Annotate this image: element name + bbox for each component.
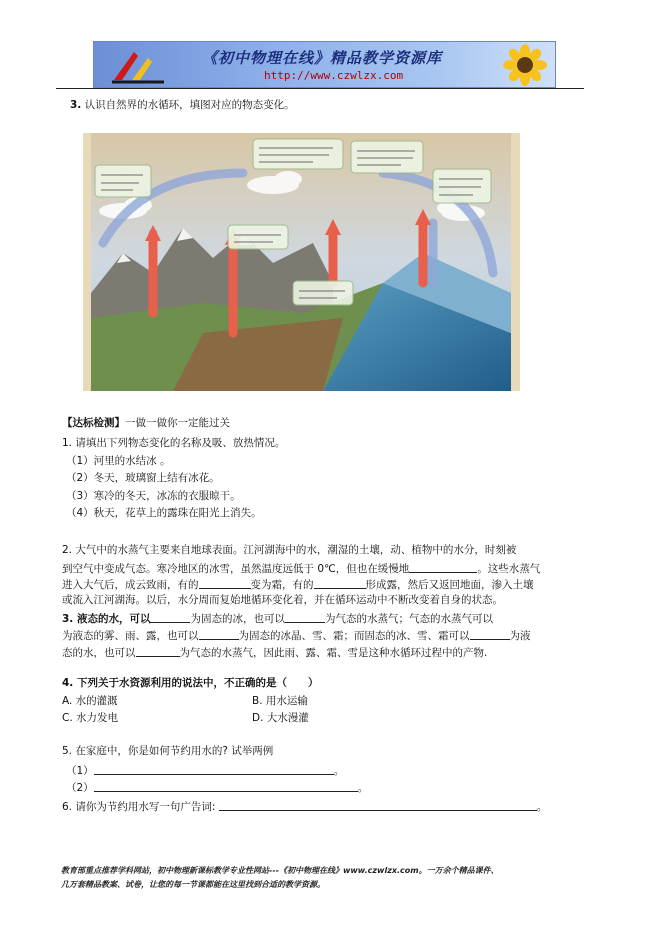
site-banner (93, 41, 556, 88)
q5-answer-line: （1） 。 (66, 765, 345, 777)
q4-stem: 4. 下列关于水资源利用的说法中，不正确的是（ ） (62, 677, 319, 689)
banner-title: 《初中物理在线》精品教学资源库 (202, 49, 443, 67)
water-cycle-illustration (83, 133, 520, 391)
header-rule (56, 88, 584, 89)
answer-blank[interactable] (199, 578, 251, 589)
sunflower-icon (499, 44, 551, 86)
banner-url[interactable]: http://www.czwlzx.com (264, 69, 404, 82)
answer-blank[interactable] (470, 629, 510, 640)
q2-line: 2. 大气中的水蒸气主要来自地球表面。江河湖海中的水，潮湿的土壤，动、植物中的水分，时刻被 (62, 544, 517, 556)
q4-option-d[interactable]: D. 大水漫灌 (252, 712, 309, 724)
answer-blank[interactable] (199, 629, 239, 640)
footer-line: 教育部重点推荐学科网站，初中物理新课标教学专业性网站---《初中物理在线》www.czwlzx.com。一万余个精品课件、 (61, 866, 499, 875)
q1-item: （4）秋天，花草上的露珠在阳光上消失。 (66, 507, 262, 519)
q5-stem: 5. 在家庭中，你是如何节约用水的? 试举两例 (62, 745, 274, 757)
q1-item: （1）河里的水结冰 。 (66, 455, 171, 467)
q2-line: 到空气中变成气态。寒冷地区的冰雪，虽然温度远低于 0℃，但也在缓慢地 。这些水蒸气 (62, 563, 541, 575)
q3-line: 3. 液态的水，可以 为固态的冰，也可以 为气态的水蒸气；气态的水蒸气可以 (62, 613, 493, 625)
q3-line: 为液态的雾、雨、露，也可以 为固态的冰晶、雪、霜；而固态的冰、雪、霜可以 为液 (62, 630, 531, 642)
q1-item: （3）寒冷的冬天，冰冻的衣服晾干。 (66, 490, 241, 502)
footer-line: 几万套精品教案、试卷，让您的每一节课都能在这里找到合适的教学资源。 (61, 880, 325, 889)
answer-blank[interactable] (314, 578, 366, 589)
answer-blank[interactable] (94, 764, 334, 775)
q4-option-b[interactable]: B. 用水运输 (252, 695, 308, 707)
answer-blank[interactable] (219, 800, 537, 811)
q6-line: 6. 请你为节约用水写一句广告词: 。 (62, 801, 548, 813)
q1-stem: 1. 请填出下列物态变化的名称及吸、放热情况。 (62, 437, 286, 449)
q3-line: 态的水，也可以 为气态的水蒸气，因此雨、露、霜、雪是这种水循环过程中的产物. (62, 647, 488, 659)
q3-intro: 3. 认识自然界的水循环，填图对应的物态变化。 (70, 99, 295, 111)
q4-option-a[interactable]: A. 水的灌溉 (62, 695, 118, 707)
q5-answer-line: （2） 。 (66, 782, 369, 794)
answer-blank[interactable] (136, 646, 180, 657)
q2-line: 或流入江河湖海。以后，水分周而复始地循环变化着，并在循环运动中不断改变着自身的状态。 (62, 594, 503, 606)
q1-item: （2）冬天，玻璃窗上结有冰花。 (66, 472, 220, 484)
answer-blank[interactable] (94, 781, 358, 792)
site-logo-icon (108, 46, 168, 84)
section-title: 【达标检测】一做一做你一定能过关 (62, 417, 230, 429)
q4-option-c[interactable]: C. 水力发电 (62, 712, 119, 724)
answer-blank[interactable] (285, 612, 325, 623)
answer-blank[interactable] (409, 562, 477, 573)
q2-line: 进入大气后，成云致雨，有的 变为霜，有的 形成露，然后又返回地面，渗入土壤 (62, 579, 534, 591)
answer-blank[interactable] (150, 612, 190, 623)
